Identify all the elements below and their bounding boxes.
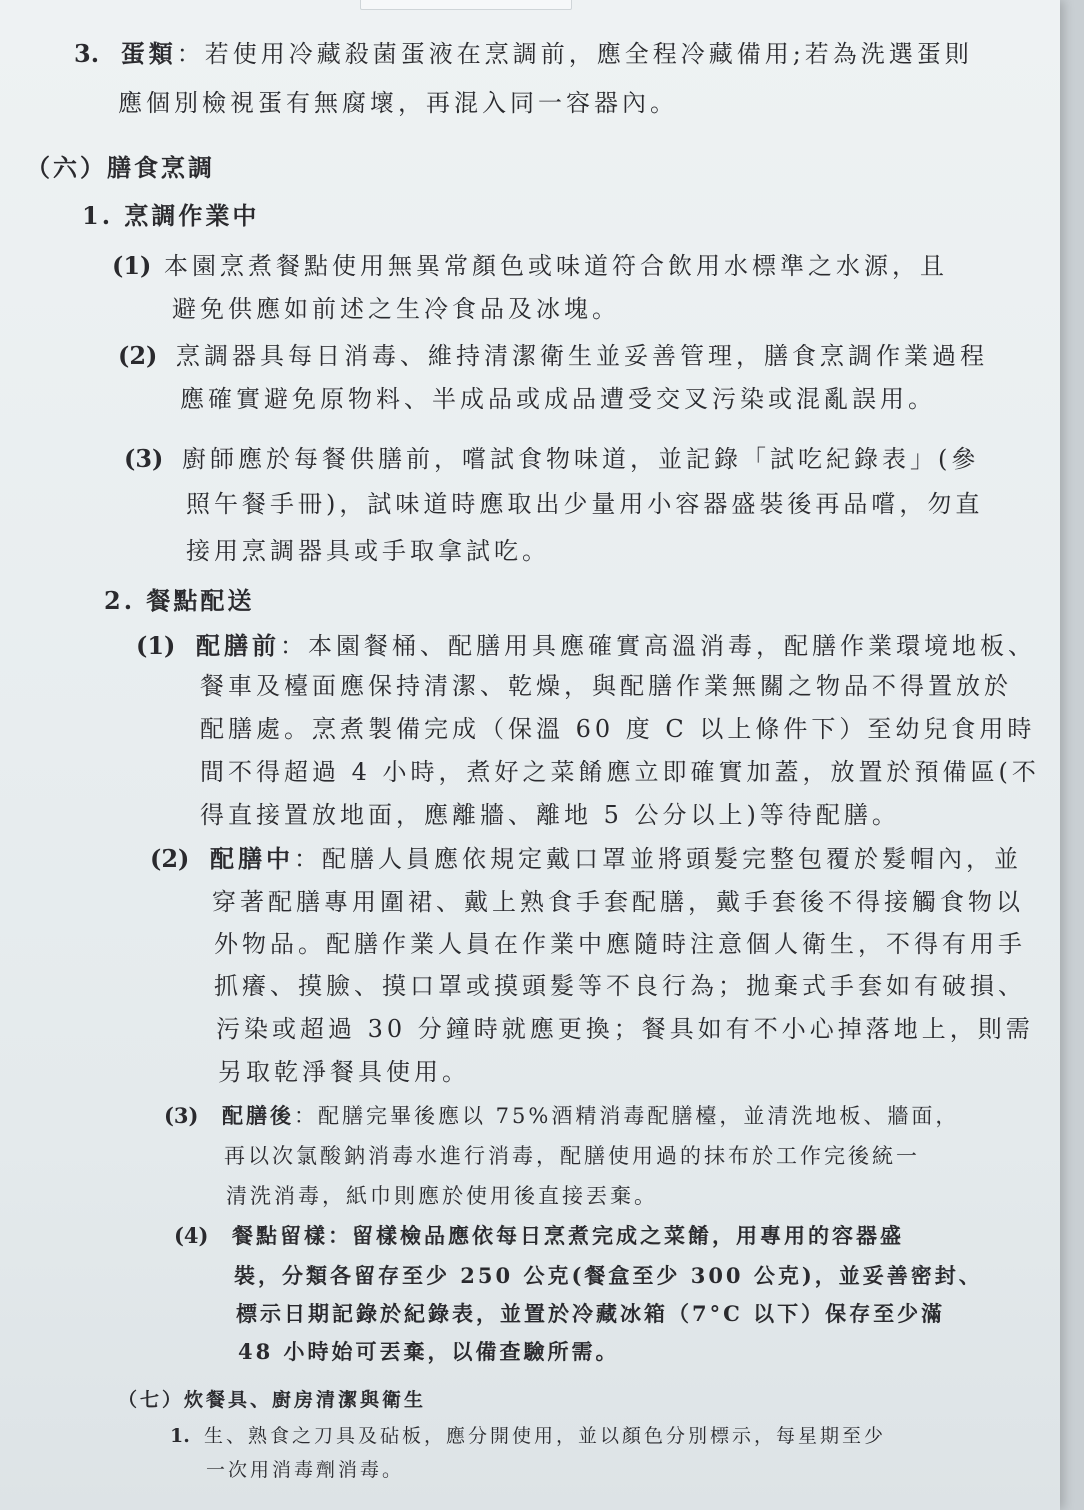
cooking-item-1-number: (1): [112, 251, 152, 280]
delivery-item-2-line-1: [150, 843, 1022, 875]
eggs-line-1: [74, 38, 973, 70]
eggs-number: 3.: [74, 39, 100, 68]
delivery-item-2-line-5: 污染或超過 30 分鐘時就應更換；餐具如有不小心掉落地上，則需: [216, 1015, 1034, 1043]
delivery-item-4-label: 餐點留樣: [232, 1223, 328, 1248]
delivery-item-2-number: (2): [150, 844, 190, 873]
eggs-line-2: 應個別檢視蛋有無腐壞，再混入同一容器內。: [118, 89, 678, 117]
delivery-item-2-line-3: 外物品。配膳作業人員在作業中應隨時注意個人衛生，不得有用手: [214, 930, 1026, 958]
delivery-item-4-line-1: [174, 1220, 904, 1252]
delivery-item-3-line-2: 再以次氯酸鈉消毒水進行消毒，配膳使用過的抹布於工作完後統一: [224, 1144, 920, 1168]
eggs-text-1: ：若使用冷藏殺菌蛋液在烹調前，應全程冷藏備用;若為洗選蛋則: [176, 40, 973, 68]
subsection-2-heading: 2. 餐點配送: [104, 586, 255, 615]
delivery-item-2-line-4: 抓癢、摸臉、摸口罩或摸頭髮等不良行為；拋棄式手套如有破損、: [214, 972, 1026, 1000]
cooking-item-2-text-1: 烹調器具每日消毒、維持清潔衛生並妥善管理，膳食烹調作業過程: [176, 342, 988, 370]
cooking-item-3-line-1: [124, 443, 979, 475]
cooking-item-3-text-1: 廚師應於每餐供膳前，嚐試食物味道，並記錄「試吃紀錄表」(參: [182, 445, 980, 473]
delivery-item-2-line-6: 另取乾淨餐具使用。: [218, 1058, 470, 1086]
delivery-item-4-line-4: 48 小時始可丟棄，以備查驗所需。: [238, 1339, 620, 1364]
section-7-item-1-line-1: [170, 1420, 886, 1452]
section-7-item-1-number: 1.: [170, 1425, 190, 1447]
section-7-item-1-text-1: 生、熟食之刀具及砧板，應分開使用，並以顏色分別標示，每星期至少: [204, 1425, 887, 1447]
section-6-heading: （六）膳食烹調: [26, 153, 215, 182]
cooking-item-1-line-2: 避免供應如前述之生冷食品及冰塊。: [172, 295, 620, 323]
cooking-item-1-line-1: [112, 250, 948, 282]
delivery-item-2-text-1: ：配膳人員應依規定戴口罩並將頭髮完整包覆於髮帽內，並: [294, 845, 1022, 873]
delivery-item-1-number: (1): [136, 631, 176, 660]
section-7-heading: （七）炊餐具、廚房清潔與衛生: [118, 1389, 427, 1411]
subsection-1-heading: 1. 烹調作業中: [82, 201, 260, 230]
cooking-item-3-line-3: 接用烹調器具或手取拿試吃。: [186, 537, 550, 565]
cooking-item-2-number: (2): [118, 341, 158, 370]
delivery-item-3-line-3: 清洗消毒，紙巾則應於使用後直接丟棄。: [226, 1184, 658, 1208]
cooking-item-2-line-2: 應確實避免原物料、半成品或成品遭受交叉污染或混亂誤用。: [180, 385, 936, 413]
delivery-item-4-number: (4): [174, 1223, 209, 1248]
delivery-item-3-label: 配膳後: [222, 1103, 294, 1128]
delivery-item-2-line-2: 穿著配膳專用圍裙、戴上熟食手套配膳，戴手套後不得接觸食物以: [212, 888, 1024, 916]
delivery-item-3-text-1: ：配膳完畢後應以 75%酒精消毒配膳檯，並清洗地板、牆面，: [294, 1104, 960, 1128]
delivery-item-1-text-1: ：本園餐桶、配膳用具應確實高溫消毒，配膳作業環境地板、: [280, 632, 1036, 660]
delivery-item-3-number: (3): [164, 1103, 199, 1128]
delivery-item-1-line-1: [136, 630, 1036, 662]
cooking-item-1-text-1: 本園烹煮餐點使用無異常顏色或味道符合飲用水標準之水源，且: [164, 252, 948, 280]
delivery-item-1-line-5: 得直接置放地面，應離牆、離地 5 公分以上)等待配膳。: [200, 801, 900, 829]
delivery-item-2-label: 配膳中: [210, 844, 294, 873]
delivery-item-4-line-2: 裝，分類各留存至少 250 公克(餐盒至少 300 公克)，並妥善密封、: [234, 1263, 983, 1288]
eggs-title: 蛋類: [120, 39, 177, 68]
cooking-item-3-line-2: 照午餐手冊)，試味道時應取出少量用小容器盛裝後再品嚐，勿直: [186, 490, 984, 518]
delivery-item-4-text-1: ：留樣檢品應依每日烹煮完成之菜餚，用專用的容器盛: [328, 1223, 904, 1248]
delivery-item-3-line-1: [164, 1100, 959, 1132]
delivery-item-1-line-3: 配膳處。烹煮製備完成（保溫 60 度 C 以上條件下）至幼兒食用時: [200, 715, 1036, 743]
cooking-item-3-number: (3): [124, 444, 164, 473]
delivery-item-1-label: 配膳前: [196, 631, 280, 660]
section-7-item-1-line-2: 一次用消毒劑消毒。: [206, 1459, 405, 1481]
delivery-item-1-line-2: 餐車及檯面應保持清潔、乾燥，與配膳作業無關之物品不得置放於: [200, 672, 1012, 700]
cooking-item-2-line-1: [118, 340, 988, 372]
delivery-item-1-line-4: 間不得超過 4 小時，煮好之菜餚應立即確實加蓋，放置於預備區(不: [200, 758, 1040, 786]
delivery-item-4-line-3: 標示日期記錄於紀錄表，並置於冷藏冰箱（7°C 以下）保存至少滿: [236, 1301, 946, 1326]
paper-tab: [360, 0, 572, 10]
